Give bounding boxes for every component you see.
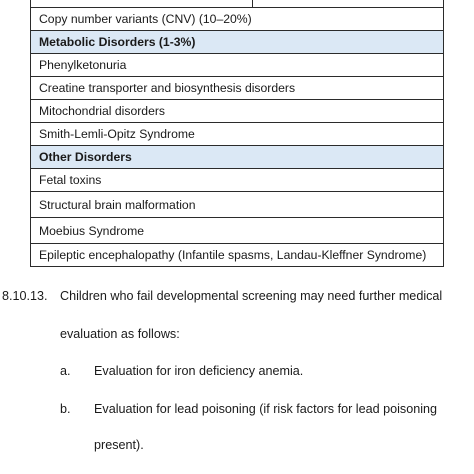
section-text-line1: Children who fail developmental screening may need further medical [60, 289, 443, 303]
list-marker-a: a. [60, 364, 71, 378]
section-header-other: Other Disorders [31, 146, 444, 169]
table-row [31, 218, 444, 244]
section-header-metabolic: Metabolic Disorders (1-3%) [31, 31, 444, 54]
list-marker-b: b. [60, 402, 71, 416]
table-row [31, 0, 444, 8]
table-row [31, 8, 444, 31]
section-number: 8.10.13. [2, 289, 48, 303]
list-item-b-line2: present). [94, 438, 144, 452]
table-cell: Phenylketonuria [31, 54, 444, 77]
list-item-b-line1: Evaluation for lead poisoning (if risk factors for lead poisoning [94, 402, 438, 416]
table-section-header [31, 146, 444, 169]
table-row [31, 77, 444, 100]
table-cell: Copy number variants (CNV) (10–20%) [31, 8, 444, 31]
table-section-header [31, 31, 444, 54]
disorders-table [30, 0, 444, 267]
table-cell: Epileptic encephalopathy (Infantile spasms, Landau-Kleffner Syndrome) [31, 244, 444, 267]
table-cell: Structural brain malformation [31, 192, 444, 218]
table-cell: Mitochondrial disorders [31, 100, 444, 123]
table-row [31, 192, 444, 218]
table-row [31, 123, 444, 146]
list-item-a: Evaluation for iron deficiency anemia. [94, 364, 304, 378]
table-row [31, 244, 444, 267]
table-cell [253, 0, 444, 8]
table-cell: Creatine transporter and biosynthesis disorders [31, 77, 444, 100]
table-cell: Fetal toxins [31, 169, 444, 192]
table-row [31, 169, 444, 192]
table-cell: Smith-Lemli-Opitz Syndrome [31, 123, 444, 146]
table-cell: Moebius Syndrome [31, 218, 444, 244]
table-row [31, 54, 444, 77]
table-row [31, 100, 444, 123]
section-text-line2: evaluation as follows: [60, 327, 180, 341]
table-cell [31, 0, 253, 8]
